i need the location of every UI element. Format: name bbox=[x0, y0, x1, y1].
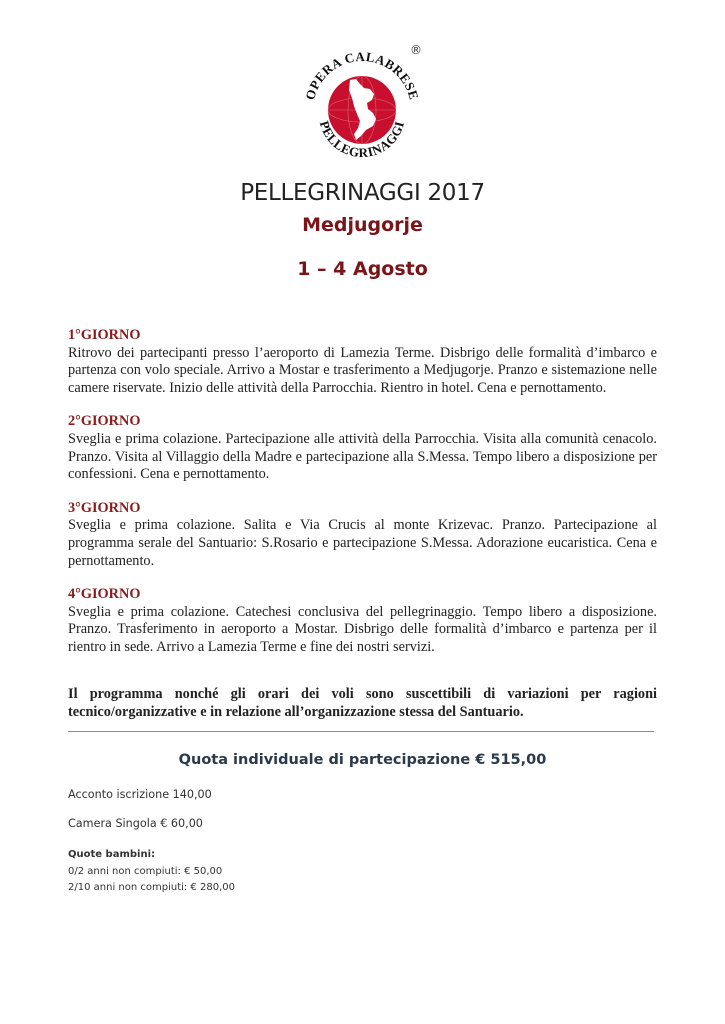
variation-note: Il programma nonché gli orari dei voli sono suscettibili di variazioni per ragioni tecnico/organizzative e in relazione all’organizzazione stessa del Santuario. bbox=[68, 686, 657, 720]
price-quota: Quota individuale di partecipazione € 515,00 bbox=[178, 752, 547, 768]
logo-bottom-text: PELLEGRINAGGI bbox=[316, 118, 408, 161]
day-section bbox=[68, 586, 657, 656]
day-description: Sveglia e prima colazione. Catechesi conclusiva del pellegrinaggio. Tempo libero a disposizione. Pranzo. Trasferimento in aeroporto a Mostar. Disbrigo delle formalità d’imbarco e partenza per il rientro in sede. Arrivo a Lamezia Terme e fine dei nostri servizi. bbox=[68, 603, 657, 655]
opera-calabrese-logo bbox=[300, 44, 424, 168]
day-description: Ritrovo dei partecipanti presso l’aeroporto di Lamezia Terme. Disbrigo delle formalità d’imbarco e partenza con volo speciale. Arrivo a Mostar e trasferimento a Medjugorje. Pranzo e sistemazione nelle camere riservate. Inizio delle attività della Parrocchia. Rientro in hotel. Cena e pernottamento. bbox=[68, 344, 657, 396]
program-itinerary bbox=[68, 327, 657, 673]
day-heading: 2°GIORNO bbox=[68, 413, 141, 430]
day-section bbox=[68, 413, 657, 483]
day-heading: 4°GIORNO bbox=[68, 586, 141, 603]
single-room-text: Camera Singola € 60,00 bbox=[68, 817, 203, 830]
divider-line bbox=[68, 731, 654, 732]
day-heading: 3°GIORNO bbox=[68, 499, 141, 516]
destination-title: Medjugorje bbox=[302, 214, 423, 236]
deposit-text: Acconto iscrizione 140,00 bbox=[68, 788, 212, 801]
day-description: Sveglia e prima colazione. Partecipazione alle attività della Parrocchia. Visita alla comunità cenacolo. Pranzo. Visita al Villaggio della Madre e partecipazione alla S.Messa. Tempo libero a disposizione per confessioni. Cena e pernottamento. bbox=[68, 430, 657, 483]
logo-top-text: OPERA CALABRESE bbox=[302, 48, 422, 102]
day-heading: 1°GIORNO bbox=[68, 327, 141, 343]
children-prices bbox=[68, 847, 235, 897]
dates-title: 1 – 4 Agosto bbox=[297, 258, 428, 280]
day-description: Sveglia e prima colazione. Salita e Via Crucis al monte Krizevac. Pranzo. Partecipazione al programma serale del Santuario: S.Rosario e partecipazione S.Messa. Adorazione eucaristica. Cena e pernottamento. bbox=[68, 517, 657, 569]
children-price-item: 0/2 anni non compiuti: € 50,00 bbox=[68, 865, 223, 877]
page-title: PELLEGRINAGGI 2017 bbox=[240, 180, 485, 206]
children-price-item: 2/10 anni non compiuti: € 280,00 bbox=[68, 882, 235, 893]
day-section bbox=[68, 327, 657, 397]
registered-mark: ® bbox=[410, 44, 422, 57]
children-heading: Quote bambini: bbox=[68, 849, 155, 860]
day-section bbox=[68, 500, 657, 570]
